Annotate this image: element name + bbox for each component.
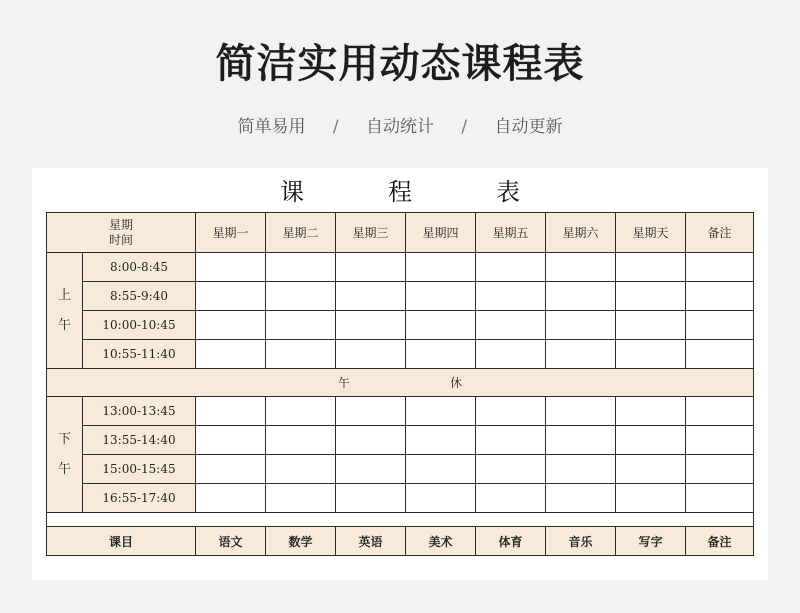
sheet-title: 课 程 表 (280, 178, 550, 206)
class-cell[interactable] (196, 397, 266, 426)
class-cell[interactable] (546, 455, 616, 484)
time-slot: 8:00-8:45 (83, 253, 196, 282)
class-cell[interactable] (266, 311, 336, 340)
day-header: 备注 (686, 213, 754, 253)
note-cell[interactable] (686, 253, 754, 282)
time-slot: 10:00-10:45 (83, 311, 196, 340)
table-row (47, 340, 754, 369)
class-cell[interactable] (476, 340, 546, 369)
class-cell[interactable] (546, 311, 616, 340)
time-slot: 10:55-11:40 (83, 340, 196, 369)
lunch-row (47, 369, 754, 397)
class-cell[interactable] (616, 426, 686, 455)
table-row (47, 397, 754, 426)
morning-label: 上 午 (47, 253, 83, 369)
class-cell[interactable] (266, 455, 336, 484)
subject-label: 课目 (47, 527, 196, 556)
class-cell[interactable] (616, 484, 686, 513)
class-cell[interactable] (336, 253, 406, 282)
class-cell[interactable] (476, 484, 546, 513)
note-cell[interactable] (686, 282, 754, 311)
day-header: 星期四 (406, 213, 476, 253)
day-header: 星期六 (546, 213, 616, 253)
corner-bottom-label: 时间 (109, 232, 134, 247)
class-cell[interactable] (336, 340, 406, 369)
table-row (47, 426, 754, 455)
class-cell[interactable] (616, 311, 686, 340)
subtitle-separator: / (461, 117, 468, 137)
subtitle-item: 简单易用 (237, 117, 306, 137)
day-header: 星期五 (476, 213, 546, 253)
class-cell[interactable] (336, 455, 406, 484)
class-cell[interactable] (336, 426, 406, 455)
note-cell[interactable] (686, 340, 754, 369)
class-cell[interactable] (266, 340, 336, 369)
class-cell[interactable] (476, 455, 546, 484)
corner-cell (47, 213, 196, 253)
spacer-cell (47, 513, 754, 527)
subject-cell: 英语 (336, 527, 406, 556)
class-cell[interactable] (196, 311, 266, 340)
schedule-table (46, 212, 754, 556)
lunch-break-label: 午 休 (47, 369, 754, 397)
class-cell[interactable] (476, 253, 546, 282)
subtitle (0, 112, 800, 137)
class-cell[interactable] (616, 397, 686, 426)
class-cell[interactable] (476, 397, 546, 426)
note-cell[interactable] (686, 426, 754, 455)
day-header: 星期天 (616, 213, 686, 253)
class-cell[interactable] (406, 340, 476, 369)
class-cell[interactable] (196, 282, 266, 311)
class-cell[interactable] (196, 426, 266, 455)
note-cell[interactable] (686, 397, 754, 426)
note-cell[interactable] (686, 455, 754, 484)
class-cell[interactable] (546, 426, 616, 455)
day-header: 星期三 (336, 213, 406, 253)
table-row (47, 455, 754, 484)
corner-top-label: 星期 (109, 217, 134, 232)
class-cell[interactable] (266, 397, 336, 426)
note-cell[interactable] (686, 484, 754, 513)
class-cell[interactable] (336, 484, 406, 513)
class-cell[interactable] (406, 484, 476, 513)
schedule-sheet (32, 168, 768, 580)
table-row (47, 253, 754, 282)
class-cell[interactable] (406, 426, 476, 455)
header-row (47, 213, 754, 253)
class-cell[interactable] (196, 253, 266, 282)
class-cell[interactable] (266, 484, 336, 513)
note-cell[interactable] (686, 311, 754, 340)
class-cell[interactable] (406, 282, 476, 311)
time-slot: 8:55-9:40 (83, 282, 196, 311)
class-cell[interactable] (336, 397, 406, 426)
class-cell[interactable] (616, 455, 686, 484)
class-cell[interactable] (546, 282, 616, 311)
class-cell[interactable] (266, 426, 336, 455)
class-cell[interactable] (406, 311, 476, 340)
subject-cell: 写字 (616, 527, 686, 556)
table-row (47, 282, 754, 311)
class-cell[interactable] (406, 397, 476, 426)
subtitle-item: 自动更新 (494, 117, 563, 137)
class-cell[interactable] (616, 282, 686, 311)
subtitle-separator: / (332, 117, 339, 137)
subject-cell: 音乐 (546, 527, 616, 556)
class-cell[interactable] (336, 311, 406, 340)
class-cell[interactable] (616, 253, 686, 282)
time-slot: 16:55-17:40 (83, 484, 196, 513)
day-header: 星期一 (196, 213, 266, 253)
class-cell[interactable] (196, 340, 266, 369)
class-cell[interactable] (546, 253, 616, 282)
class-cell[interactable] (336, 282, 406, 311)
subject-cell: 美术 (406, 527, 476, 556)
time-slot: 13:55-14:40 (83, 426, 196, 455)
class-cell[interactable] (196, 455, 266, 484)
spacer-row (47, 513, 754, 527)
time-slot: 15:00-15:45 (83, 455, 196, 484)
class-cell[interactable] (546, 340, 616, 369)
subject-cell: 语文 (196, 527, 266, 556)
class-cell[interactable] (406, 455, 476, 484)
class-cell[interactable] (406, 253, 476, 282)
class-cell[interactable] (476, 426, 546, 455)
class-cell[interactable] (196, 484, 266, 513)
class-cell[interactable] (476, 282, 546, 311)
subject-row (47, 527, 754, 556)
subject-cell: 体育 (476, 527, 546, 556)
subject-cell: 备注 (686, 527, 754, 556)
subject-cell: 数学 (266, 527, 336, 556)
page-title: 简洁实用动态课程表 (215, 41, 585, 87)
day-header: 星期二 (266, 213, 336, 253)
class-cell[interactable] (266, 253, 336, 282)
table-row (47, 484, 754, 513)
class-cell[interactable] (616, 340, 686, 369)
table-row (47, 311, 754, 340)
time-slot: 13:00-13:45 (83, 397, 196, 426)
class-cell[interactable] (476, 311, 546, 340)
class-cell[interactable] (546, 484, 616, 513)
class-cell[interactable] (546, 397, 616, 426)
class-cell[interactable] (266, 282, 336, 311)
afternoon-label: 下 午 (47, 397, 83, 513)
subtitle-item: 自动统计 (366, 117, 434, 137)
